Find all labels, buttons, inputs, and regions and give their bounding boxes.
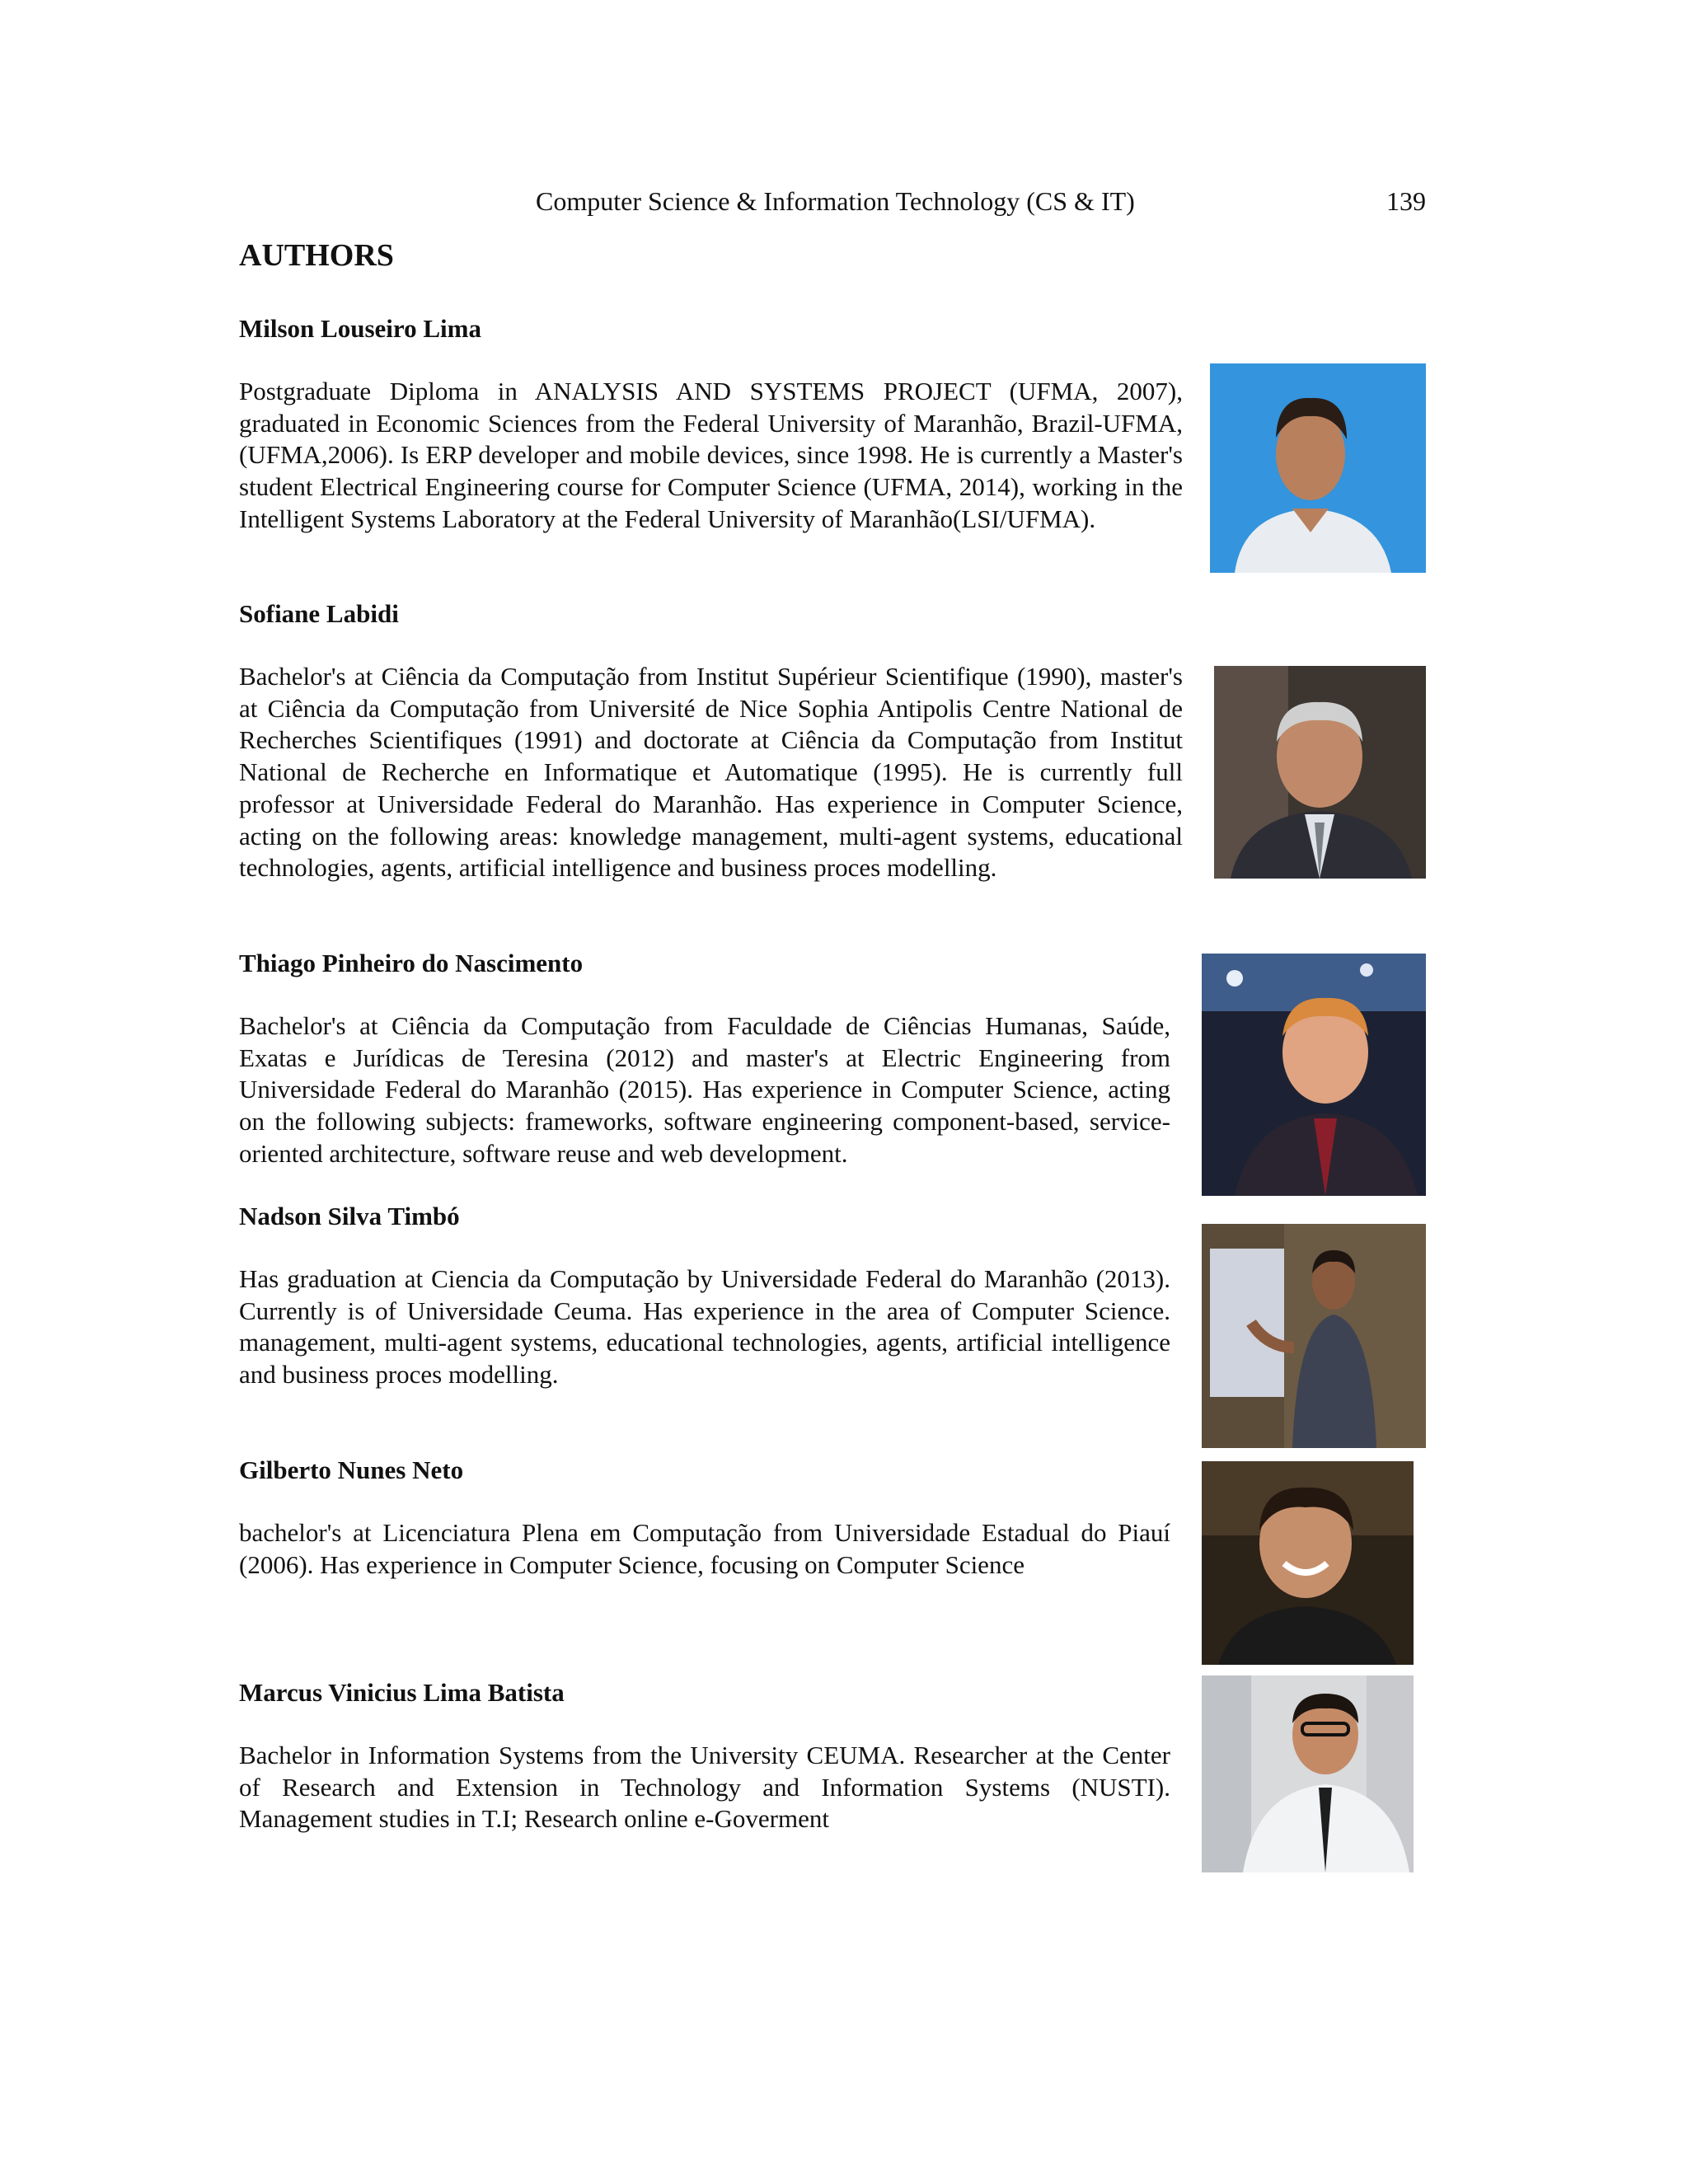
author-entry <box>239 1676 1170 1835</box>
author-entry <box>239 312 1183 536</box>
author-entry <box>239 1200 1170 1391</box>
author-photo <box>1202 1675 1414 1872</box>
author-name: Nadson Silva Timbó <box>239 1202 460 1230</box>
author-entry <box>239 598 1183 884</box>
author-bio: Has graduation at Ciencia da Computação by Universidade Federal do Maranhão (2013). Currently is of Universidade Ceuma. Has experience in the area of Computer Science. management, multi-agent systems, educational technologies, agents, artificial intelligence and business proces modelling. <box>239 1264 1170 1390</box>
author-name: Milson Louseiro Lima <box>239 314 481 343</box>
author-bio: bachelor's at Licenciatura Plena em Computação from Universidade Estadual do Piauí (2006). Has experience in Computer Science, focusing on Computer Science <box>239 1518 1170 1579</box>
author-bio: Postgraduate Diploma in ANALYSIS AND SYSTEMS PROJECT (UFMA, 2007), graduated in Economic Sciences from the Federal University of Maranhão, Brazil-UFMA, (UFMA,2006). Is ERP developer and mobile devices, since 1998. He is currently a Master's student Electrical Engineering course for Computer Science (UFMA, 2014), working in the Intelligent Systems Laboratory at the Federal University of Maranhão(LSI/UFMA). <box>239 377 1183 533</box>
section-title: AUTHORS <box>239 238 394 273</box>
page-number: 139 <box>1386 186 1426 216</box>
author-entry <box>239 947 1170 1170</box>
author-photo <box>1210 363 1426 573</box>
author-photo <box>1214 666 1426 879</box>
author-name: Thiago Pinheiro do Nascimento <box>239 949 584 977</box>
author-bio: Bachelor's at Ciência da Computação from Faculdade de Ciências Humanas, Saúde, Exatas e Jurídicas de Teresina (2012) and master's at Electric Engineering from Universidade Federal do Maranhão (2015). Has experience in Computer Science, acting on the following subjects: frameworks, software engineering component-based, service-oriented architecture, software reuse and web development. <box>239 1011 1170 1168</box>
author-bio: Bachelor's at Ciência da Computação from Institut Supérieur Scientifique (1990), master's at Ciência da Computação from Université de Nice Sophia Antipolis Centre National de Recherches Scientifiques (1991) and doctorate at Ciência da Computação from Institut National de Recherche en Informatique et Automatique (1995). He is currently full professor at Universidade Federal do Maranhão. Has experience in Computer Science, acting on the following areas: knowledge management, multi-agent systems, educational technologies, agents, artificial intelligence and business proces modelling. <box>239 662 1183 883</box>
author-bio: Bachelor in Information Systems from the University CEUMA. Researcher at the Center of Research and Extension in Technology and Information Systems (NUSTI). Management studies in T.I; Research online e-Goverment <box>239 1741 1170 1834</box>
author-photo <box>1202 1461 1414 1665</box>
author-photo <box>1202 954 1426 1196</box>
author-entry <box>239 1454 1170 1581</box>
author-name: Sofiane Labidi <box>239 599 399 628</box>
running-title: Computer Science & Information Technology (CS & IT) <box>536 186 1135 216</box>
author-name: Gilberto Nunes Neto <box>239 1455 464 1484</box>
author-photo <box>1202 1224 1426 1448</box>
author-name: Marcus Vinicius Lima Batista <box>239 1678 565 1707</box>
